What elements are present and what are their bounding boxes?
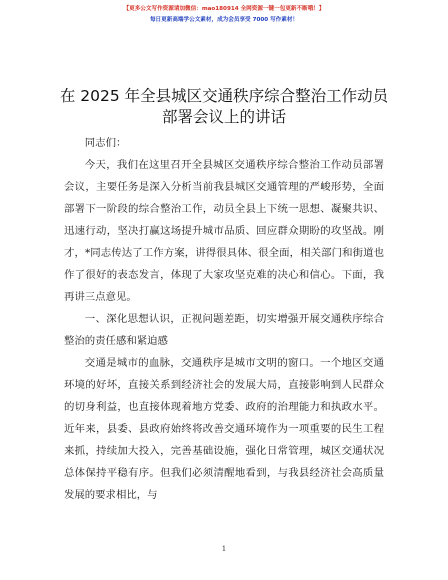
document-title xyxy=(0,86,448,128)
document-title-line-1: 在 2025 年全县城区交通秩序综合整治工作动员 xyxy=(59,87,389,105)
paragraph-intro: 今天，我们在这里召开全县城区交通秩序综合整治工作动员部署会议，主要任务是深入分析当前我县城区交通管理的严峻形势，全面部署下一阶段的综合整治工作，动员全县上下统一思想、凝聚共识、迅速行动，坚决打赢这场提升城市品质、回应群众期盼的攻坚战。刚才，*同志传达了工作方案，讲得很具体、很全面，相关部门和街道也作了很好的表态发言，体现了大家攻坚克难的决心和信心。下面，我再讲三点意见。 xyxy=(64,159,384,303)
page-number: 1 xyxy=(221,545,227,553)
document-body xyxy=(64,132,384,506)
promo-banner-line-2: 每日更新高端学公文素材，成为会员享受 7000 写作素材！ xyxy=(149,17,299,23)
document-title-line-2: 部署会议上的讲话 xyxy=(161,108,286,126)
paragraph-section-1: 交通是城市的血脉，交通秩序是城市文明的窗口。一个地区交通环境的好坏，直接关系到经济社会的发展大局，直接影响到人民群众的切身利益，也直接体现着地方党委、政府的治理能力和执政水平。近年来，县委、县政府始终将改善交通环境作为一项重要的民生工程来抓，持续加大投入，完善基础设施，强化日常管理，城区交通状况总体保持平稳有序。但我们必须清醒地看到，与我县经济社会高质量发展的要求相比，与 xyxy=(64,357,384,501)
promo-banner-line-1: 【更多公文写作资源请加微信：mao180914 全网资源一键一包更新不断哦！】 xyxy=(123,6,325,12)
salutation: 同志们： xyxy=(84,137,127,149)
promo-banner xyxy=(0,4,448,26)
section-heading-1: 一、深化思想认识，正视问题差距，切实增强开展交通秩序综合整治的责任感和紧迫感 xyxy=(64,313,384,347)
